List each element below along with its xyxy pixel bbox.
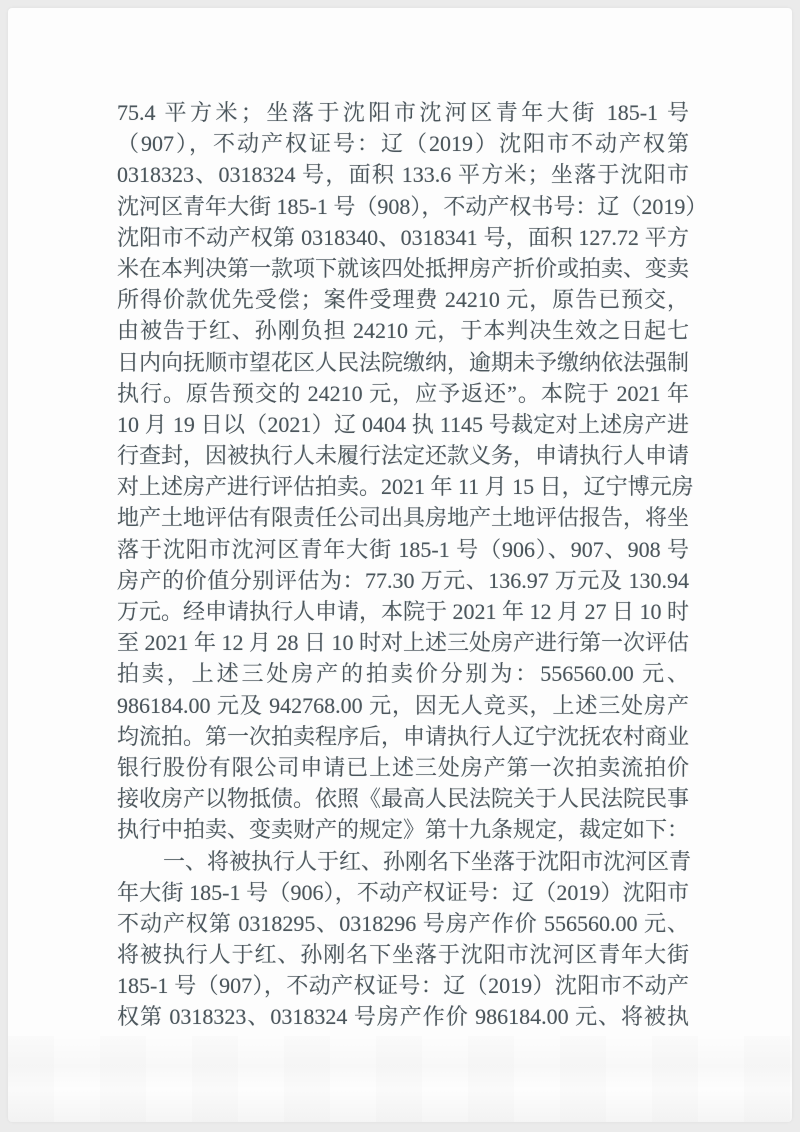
text-line: 权第 0318323、0318324 号房产作价 986184.00 元、将被执 [117,1004,689,1030]
text-line: 10 月 19 日以（2021）辽 0404 执 1145 号裁定对上述房产进 [117,411,689,437]
document-page [8,8,792,1122]
text-line: 不动产权第 0318295、0318296 号房产作价 556560.00 元、 [117,910,689,936]
text-line: 米在本判决第一款项下就该四处抵押房产折价或拍卖、变卖 [117,255,690,281]
text-line: 落于沈阳市沈河区青年大街 185-1 号（906）、907、908 号 [117,536,689,562]
text-line: 沈阳市不动产权第 0318340、0318341 号，面积 127.72 平方 [117,224,689,250]
text-line: 行查封，因被执行人未履行法定还款义务，申请执行人申请 [117,443,690,469]
text-line: 地产土地评估有限责任公司出具房地产土地评估报告，将坐 [117,505,690,531]
text-line: 拍卖，上述三处房产的拍卖价分别为：556560.00 元、 [117,661,689,687]
text-line: 986184.00 元及 942768.00 元，因无人竞买，上述三处房产 [117,692,689,718]
text-line: 年大街 185-1 号（906），不动产权证号：辽（2019）沈阳市 [117,879,689,905]
text-line: （907），不动产权证号：辽（2019）沈阳市不动产权第 [117,131,689,157]
text-line: 接收房产以物抵债。依照《最高人民法院关于人民法院民事 [117,786,690,812]
text-line: 75.4 平方米；坐落于沈阳市沈河区青年大街 185-1 号 [117,100,689,125]
text-line: 将被执行人于红、孙刚名下坐落于沈阳市沈河区青年大街 [117,942,689,968]
text-line: 均流拍。第一次拍卖程序后，申请执行人辽宁沈抚农村商业 [117,723,690,749]
text-line: 所得价款优先受偿；案件受理费 24210 元，原告已预交， [117,287,689,313]
text-line: 185-1 号（907），不动产权证号：辽（2019）沈阳市不动产 [117,973,689,999]
text-line: 执行。原告预交的 24210 元，应予返还”。本院于 2021 年 [117,380,689,406]
text-line: 一、将被执行人于红、孙刚名下坐落于沈阳市沈河区青 [163,848,692,874]
scan-artifact-band [8,1036,792,1122]
text-line: 对上述房产进行评估拍卖。2021 年 11 月 15 日，辽宁博元房 [117,474,694,500]
document-body [117,97,708,1033]
text-line: 日内向抚顺市望花区人民法院缴纳，逾期未予缴纳依法强制 [117,349,690,375]
text-line: 执行中拍卖、变卖财产的规定》第十九条规定，裁定如下： [117,817,690,843]
text-line: 由被告于红、孙刚负担 24210 元，于本判决生效之日起七 [117,318,689,344]
text-line: 至 2021 年 12 月 28 日 10 时对上述三处房产进行第一次评估 [117,630,690,656]
text-line: 0318323、0318324 号，面积 133.6 平方米；坐落于沈阳市 [117,162,689,188]
text-line: 银行股份有限公司申请已上述三处房产第一次拍卖流拍价 [117,754,689,780]
text-line: 万元。经申请执行人申请，本院于 2021 年 12 月 27 日 10 时 [117,599,690,624]
text-line: 房产的价值分别评估为：77.30 万元、136.97 万元及 130.94 [117,567,689,593]
text-line: 沈河区青年大街 185-1 号（908），不动产权书号：辽（2019） [117,193,708,219]
